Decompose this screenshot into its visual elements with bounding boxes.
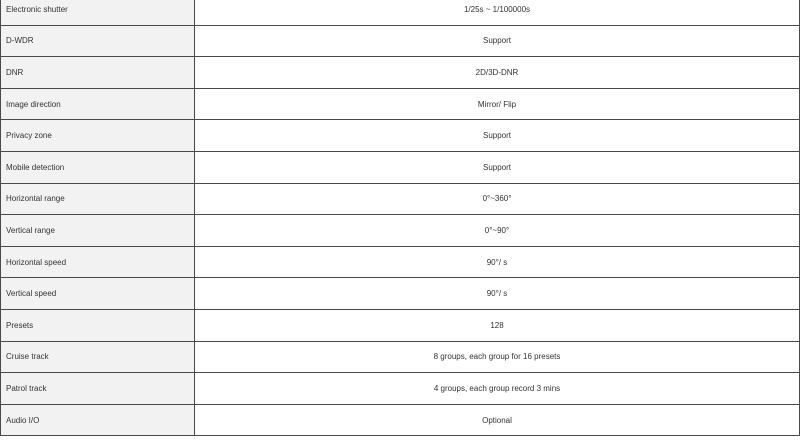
spec-table-body (1, 0, 800, 436)
spec-name: D-WDR (1, 25, 195, 57)
spec-name: Vertical speed (1, 278, 195, 310)
table-row (1, 278, 800, 310)
spec-value: 128 (195, 309, 800, 341)
table-row (1, 120, 800, 152)
table-row (1, 57, 800, 89)
spec-value: 0°~90° (195, 215, 800, 247)
spec-value: 4 groups, each group record 3 mins (195, 373, 800, 405)
spec-value: Support (195, 151, 800, 183)
spec-value: Support (195, 25, 800, 57)
spec-value: 2D/3D-DNR (195, 57, 800, 89)
table-row (1, 404, 800, 436)
table-row (1, 341, 800, 373)
spec-value: 1/25s ~ 1/100000s (195, 0, 800, 25)
spec-name: Vertical range (1, 215, 195, 247)
table-row (1, 183, 800, 215)
spec-name: Cruise track (1, 341, 195, 373)
table-row (1, 151, 800, 183)
table-row (1, 246, 800, 278)
table-row (1, 309, 800, 341)
table-row (1, 0, 800, 25)
spec-value: Support (195, 120, 800, 152)
spec-value: 0°~360° (195, 183, 800, 215)
spec-name: Electronic shutter (1, 0, 195, 25)
table-row (1, 25, 800, 57)
table-row (1, 215, 800, 247)
table-row (1, 373, 800, 405)
spec-value: Optional (195, 404, 800, 436)
spec-name: Patrol track (1, 373, 195, 405)
spec-name: Presets (1, 309, 195, 341)
table-row (1, 88, 800, 120)
spec-name: Mobile detection (1, 151, 195, 183)
spec-name: Horizontal speed (1, 246, 195, 278)
spec-name: Horizontal range (1, 183, 195, 215)
spec-value: 90°/ s (195, 278, 800, 310)
spec-name: Audio I/O (1, 404, 195, 436)
spec-name: DNR (1, 57, 195, 89)
spec-value: 90°/ s (195, 246, 800, 278)
spec-value: 8 groups, each group for 16 presets (195, 341, 800, 373)
spec-name: Privacy zone (1, 120, 195, 152)
spec-value: Mirror/ Flip (195, 88, 800, 120)
spec-name: Image direction (1, 88, 195, 120)
